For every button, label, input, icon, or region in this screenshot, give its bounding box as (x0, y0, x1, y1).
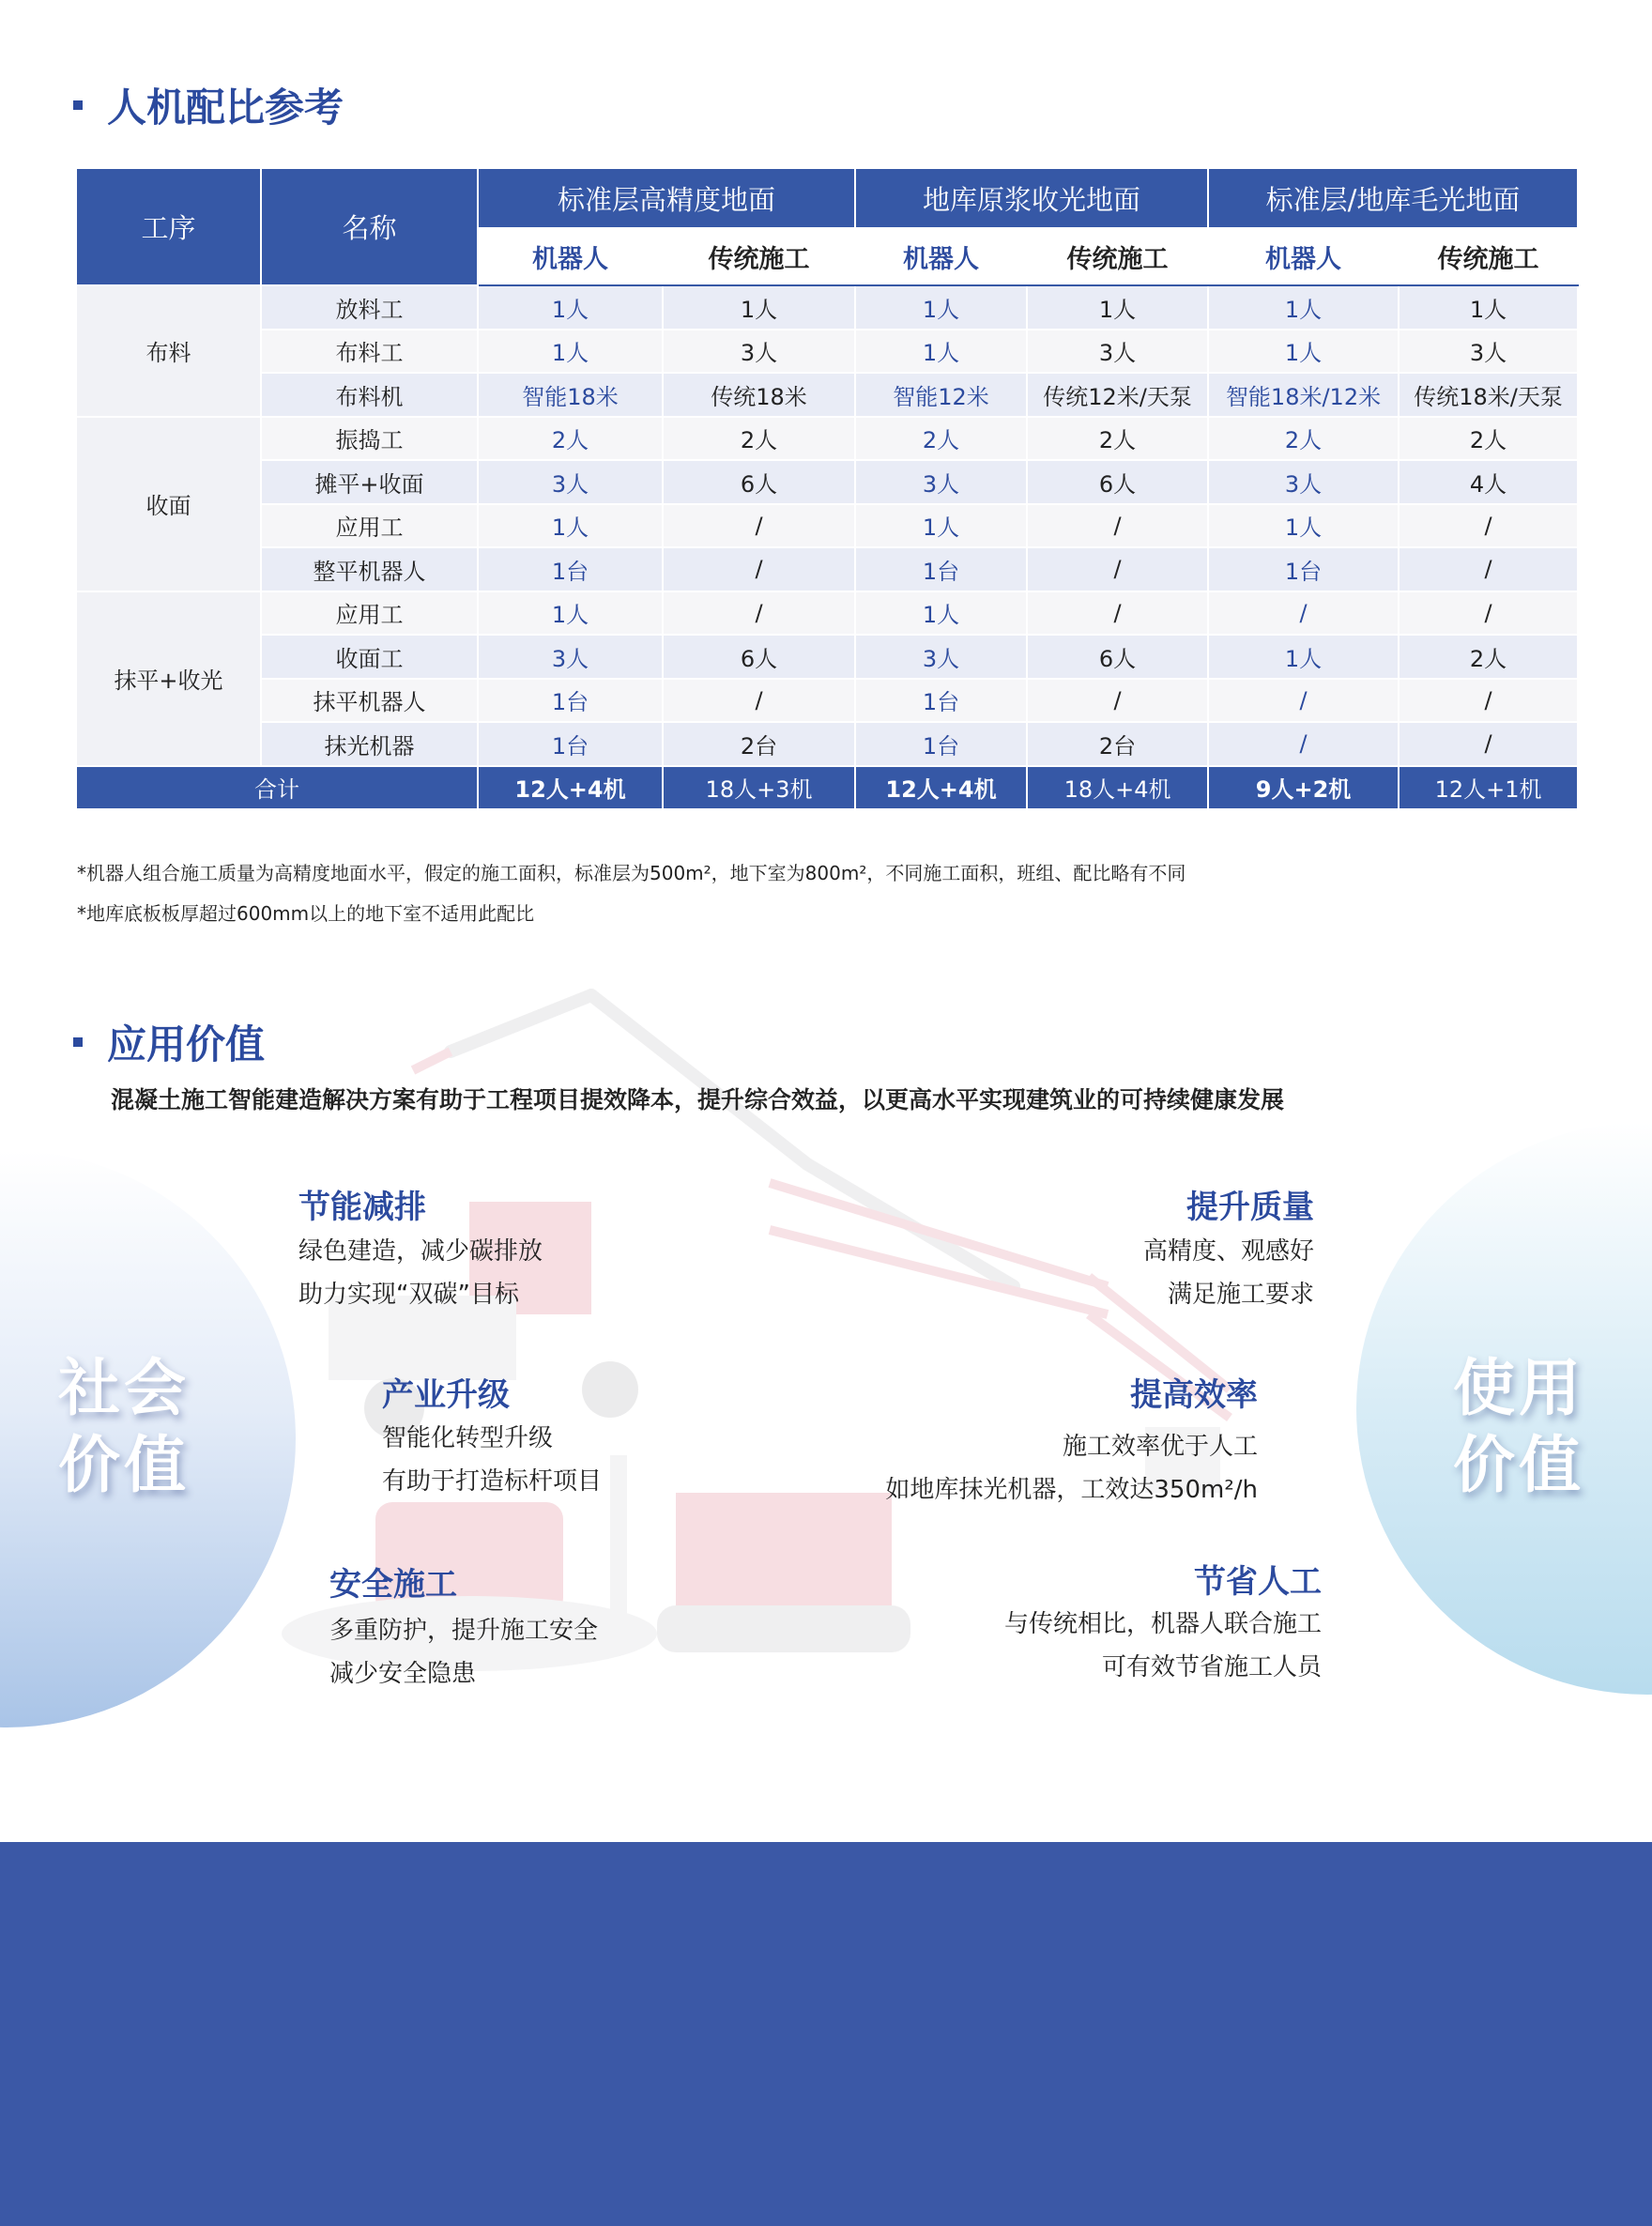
role-name-cell: 布料工 (261, 330, 478, 374)
section-title-value (73, 1014, 265, 1070)
table-row (76, 547, 1578, 591)
sub-header-robot: 机器人 (1208, 228, 1399, 285)
robot-value-cell: 1人 (1208, 504, 1399, 548)
robot-value-cell: 1人 (478, 504, 663, 548)
traditional-value-cell: 3人 (1027, 330, 1208, 374)
robot-value-cell: 3人 (478, 635, 663, 679)
process-cell: 收面 (76, 417, 261, 591)
traditional-value-cell: / (1399, 591, 1578, 636)
robot-value-cell: 1台 (855, 722, 1027, 766)
robot-value-cell: 1人 (1208, 330, 1399, 374)
total-value: 12人+4机 (478, 766, 663, 809)
table-row (76, 722, 1578, 766)
sub-header-trad: 传统施工 (1399, 228, 1578, 285)
traditional-value-cell: / (1399, 547, 1578, 591)
group-header-3: 标准层/地库毛光地面 (1208, 168, 1578, 228)
process-cell: 抹平+收光 (76, 591, 261, 766)
traditional-value-cell: / (1027, 547, 1208, 591)
total-value: 9人+2机 (1208, 766, 1399, 809)
section-title-ratio (73, 77, 344, 133)
total-value: 12人+4机 (855, 766, 1027, 809)
robot-value-cell: / (1208, 591, 1399, 636)
robot-value-cell: 1台 (478, 547, 663, 591)
robot-value-cell: 1人 (478, 591, 663, 636)
total-row (76, 766, 1578, 809)
value-title: 安全施工 (329, 1566, 457, 1604)
role-name-cell: 收面工 (261, 635, 478, 679)
robot-value-cell: 智能12米 (855, 373, 1027, 417)
robot-value-cell: 1人 (478, 285, 663, 330)
total-value: 18人+4机 (1027, 766, 1208, 809)
robot-value-cell: 2人 (855, 417, 1027, 461)
traditional-value-cell: / (1027, 591, 1208, 636)
total-value: 18人+3机 (663, 766, 855, 809)
value-desc: 施工效率优于人工 如地库抹光机器，工效达350m²/h (885, 1433, 1258, 1504)
traditional-value-cell: 传统18米 (663, 373, 855, 417)
sub-header-robot: 机器人 (478, 228, 663, 285)
sub-header-robot: 机器人 (855, 228, 1027, 285)
ratio-table (75, 167, 1579, 810)
traditional-value-cell: 2人 (1399, 635, 1578, 679)
traditional-value-cell: / (1027, 679, 1208, 723)
value-desc: 多重防护，提升施工安全 减少安全隐患 (329, 1617, 599, 1688)
value-desc: 智能化转型升级 有助于打造标杆项目 (382, 1424, 603, 1496)
robot-value-cell: 3人 (855, 635, 1027, 679)
footnote: *地库底板板厚超过600mm以上的地下室不适用此配比 (77, 902, 535, 925)
robot-value-cell: / (1208, 679, 1399, 723)
role-name-cell: 应用工 (261, 591, 478, 636)
traditional-value-cell: 1人 (663, 285, 855, 330)
role-name-cell: 布料机 (261, 373, 478, 417)
section-title-text: 人机配比参考 (107, 84, 344, 130)
traditional-value-cell: / (663, 679, 855, 723)
role-name-cell: 应用工 (261, 504, 478, 548)
robot-value-cell: 1人 (855, 330, 1027, 374)
robot-value-cell: 2人 (1208, 417, 1399, 461)
traditional-value-cell: / (663, 547, 855, 591)
table-row (76, 373, 1578, 417)
robot-value-cell: 1人 (855, 285, 1027, 330)
value-desc: 与传统相比，机器人联合施工 可有效节省施工人员 (1003, 1610, 1322, 1681)
traditional-value-cell: / (1027, 504, 1208, 548)
table-row (76, 417, 1578, 461)
table-row (76, 330, 1578, 374)
role-name-cell: 摊平+收面 (261, 460, 478, 504)
robot-value-cell: 1台 (855, 679, 1027, 723)
value-title: 提升质量 (1186, 1189, 1314, 1226)
robot-value-cell: 1人 (1208, 635, 1399, 679)
traditional-value-cell: 6人 (663, 635, 855, 679)
robot-value-cell: / (1208, 722, 1399, 766)
traditional-value-cell: / (1399, 679, 1578, 723)
section-title-text: 应用价值 (107, 1021, 266, 1067)
traditional-value-cell: 传统12米/天泵 (1027, 373, 1208, 417)
traditional-value-cell: / (1399, 504, 1578, 548)
traditional-value-cell: 6人 (1027, 460, 1208, 504)
col-header-name: 名称 (261, 168, 478, 285)
value-desc: 高精度、观感好 满足施工要求 (1142, 1237, 1314, 1309)
robot-value-cell: 智能18米/12米 (1208, 373, 1399, 417)
table-row (76, 591, 1578, 636)
group-header-2: 地库原浆收光地面 (855, 168, 1208, 228)
table-row (76, 635, 1578, 679)
robot-value-cell: 3人 (478, 460, 663, 504)
process-cell: 布料 (76, 285, 261, 417)
bullet-icon (73, 100, 83, 110)
traditional-value-cell: 3人 (663, 330, 855, 374)
value-title: 提高效率 (1130, 1376, 1258, 1414)
robot-value-cell: 1台 (478, 679, 663, 723)
robot-value-cell: 3人 (855, 460, 1027, 504)
traditional-value-cell: / (663, 591, 855, 636)
traditional-value-cell: 2人 (1027, 417, 1208, 461)
col-header-process: 工序 (76, 168, 261, 285)
role-name-cell: 抹光机器 (261, 722, 478, 766)
role-name-cell: 整平机器人 (261, 547, 478, 591)
traditional-value-cell: / (1399, 722, 1578, 766)
traditional-value-cell: 1人 (1399, 285, 1578, 330)
traditional-value-cell: 2台 (1027, 722, 1208, 766)
traditional-value-cell: / (663, 504, 855, 548)
robot-value-cell: 1人 (855, 591, 1027, 636)
robot-value-cell: 3人 (1208, 460, 1399, 504)
value-title: 节省人工 (1194, 1563, 1322, 1601)
use-value-label: 使用 价值 (1453, 1352, 1584, 1501)
social-value-label: 社会 价值 (58, 1352, 190, 1501)
robot-value-cell: 2人 (478, 417, 663, 461)
traditional-value-cell: 2台 (663, 722, 855, 766)
value-title: 产业升级 (382, 1376, 510, 1414)
value-desc: 绿色建造，减少碳排放 助力实现“双碳”目标 (298, 1237, 543, 1309)
traditional-value-cell: 2人 (663, 417, 855, 461)
sub-header-trad: 传统施工 (663, 228, 855, 285)
traditional-value-cell: 1人 (1027, 285, 1208, 330)
robot-value-cell: 1人 (1208, 285, 1399, 330)
footnote: *机器人组合施工质量为高精度地面水平，假定的施工面积，标准层为500m²，地下室为800m²，不同施工面积，班组、配比略有不同 (77, 862, 1186, 884)
group-header-1: 标准层高精度地面 (478, 168, 855, 228)
robot-value-cell: 1人 (855, 504, 1027, 548)
traditional-value-cell: 6人 (663, 460, 855, 504)
table-row (76, 679, 1578, 723)
robot-value-cell: 1台 (478, 722, 663, 766)
role-name-cell: 放料工 (261, 285, 478, 330)
intro-text: 混凝土施工智能建造解决方案有助于工程项目提效降本，提升综合效益，以更高水平实现建筑业的可持续健康发展 (111, 1086, 1285, 1113)
role-name-cell: 抹平机器人 (261, 679, 478, 723)
traditional-value-cell: 2人 (1399, 417, 1578, 461)
total-value: 12人+1机 (1399, 766, 1578, 809)
footer-band (0, 1842, 1652, 2226)
robot-value-cell: 1台 (1208, 547, 1399, 591)
sub-header-trad: 传统施工 (1027, 228, 1208, 285)
table-row (76, 504, 1578, 548)
traditional-value-cell: 6人 (1027, 635, 1208, 679)
table-row (76, 285, 1578, 330)
robot-value-cell: 1台 (855, 547, 1027, 591)
total-label: 合计 (76, 766, 478, 809)
traditional-value-cell: 3人 (1399, 330, 1578, 374)
traditional-value-cell: 传统18米/天泵 (1399, 373, 1578, 417)
role-name-cell: 振捣工 (261, 417, 478, 461)
value-title: 节能减排 (298, 1189, 426, 1226)
bullet-icon (73, 1037, 83, 1047)
robot-value-cell: 1人 (478, 330, 663, 374)
table-row (76, 460, 1578, 504)
traditional-value-cell: 4人 (1399, 460, 1578, 504)
robot-value-cell: 智能18米 (478, 373, 663, 417)
